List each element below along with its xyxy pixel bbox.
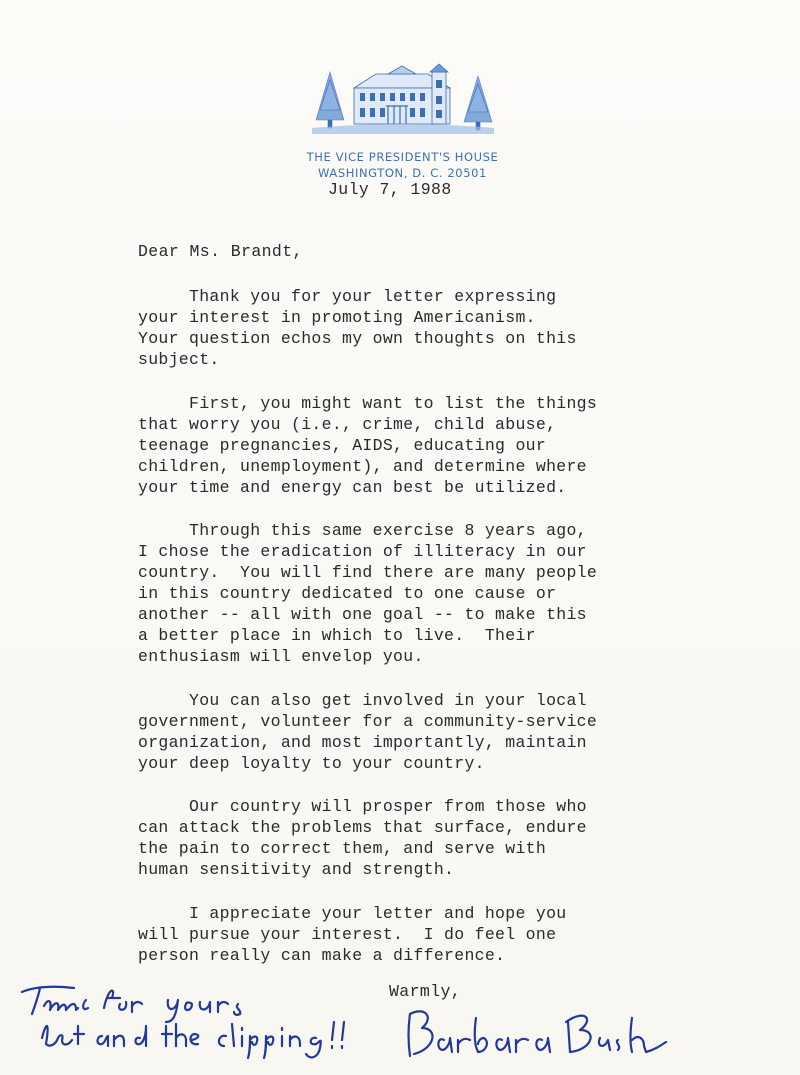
text-line: enthusiasm will envelop you. (138, 647, 424, 666)
text-line: First, you might want to list the things (138, 393, 598, 413)
text-line: Thank you for your letter expressing (138, 287, 557, 306)
text-line: government, volunteer for a community-service (138, 711, 598, 731)
text-line: in this country dedicated to one cause or (138, 584, 557, 603)
text-line: a better place in which to live. Their (138, 626, 536, 645)
text-line: Our country will prosper from those who (138, 797, 587, 816)
text-line: person really can make a difference. (138, 945, 506, 965)
paragraph (138, 690, 738, 774)
paragraph (138, 903, 738, 966)
text-line: I appreciate your letter and hope you (138, 903, 567, 923)
text-line: teenage pregnancies, AIDS, educating our (138, 435, 547, 455)
text-line: You can also get involved in your local (138, 690, 587, 710)
paragraph (138, 520, 738, 667)
text-line: organization, and most importantly, maintain (138, 732, 587, 752)
text-line: another -- all with one goal -- to make this (138, 605, 587, 624)
text-line: I chose the eradication of illiteracy in our (138, 542, 587, 561)
handwritten-note (16, 978, 376, 1068)
signature (400, 1000, 670, 1070)
paragraph (138, 286, 738, 370)
text-line: Through this same exercise 8 years ago, (138, 521, 587, 540)
text-line: the pain to correct them, and serve with (138, 839, 547, 858)
text-line: human sensitivity and strength. (138, 860, 455, 879)
text-line: will pursue your interest. I do feel one (138, 924, 557, 944)
text-line: your interest in promoting Americanism. (138, 308, 536, 327)
letter-date: July 7, 1988 (328, 180, 452, 199)
text-line: your deep loyalty to your country. (138, 753, 485, 773)
text-line: country. You will find there are many people (138, 563, 598, 582)
text-line: Your question echos my own thoughts on this (138, 329, 577, 348)
paragraph (138, 393, 738, 498)
closing: Warmly, (389, 982, 462, 1001)
letterhead-name: THE VICE PRESIDENT'S HOUSE (306, 150, 499, 164)
text-line: children, unemployment), and determine where (138, 456, 587, 476)
residence-engraving-icon (308, 62, 498, 136)
letterhead-address: WASHINGTON, D. C. 20501 (318, 166, 487, 180)
text-line: that worry you (i.e., crime, child abuse, (138, 414, 557, 434)
text-line: can attack the problems that surface, endure (138, 818, 587, 837)
letterhead (300, 62, 505, 180)
salutation: Dear Ms. Brandt, (138, 242, 303, 261)
text-line: your time and energy can best be utilized. (138, 477, 567, 497)
text-line: subject. (138, 350, 220, 369)
paragraph (138, 796, 738, 880)
letter-body (138, 286, 738, 988)
